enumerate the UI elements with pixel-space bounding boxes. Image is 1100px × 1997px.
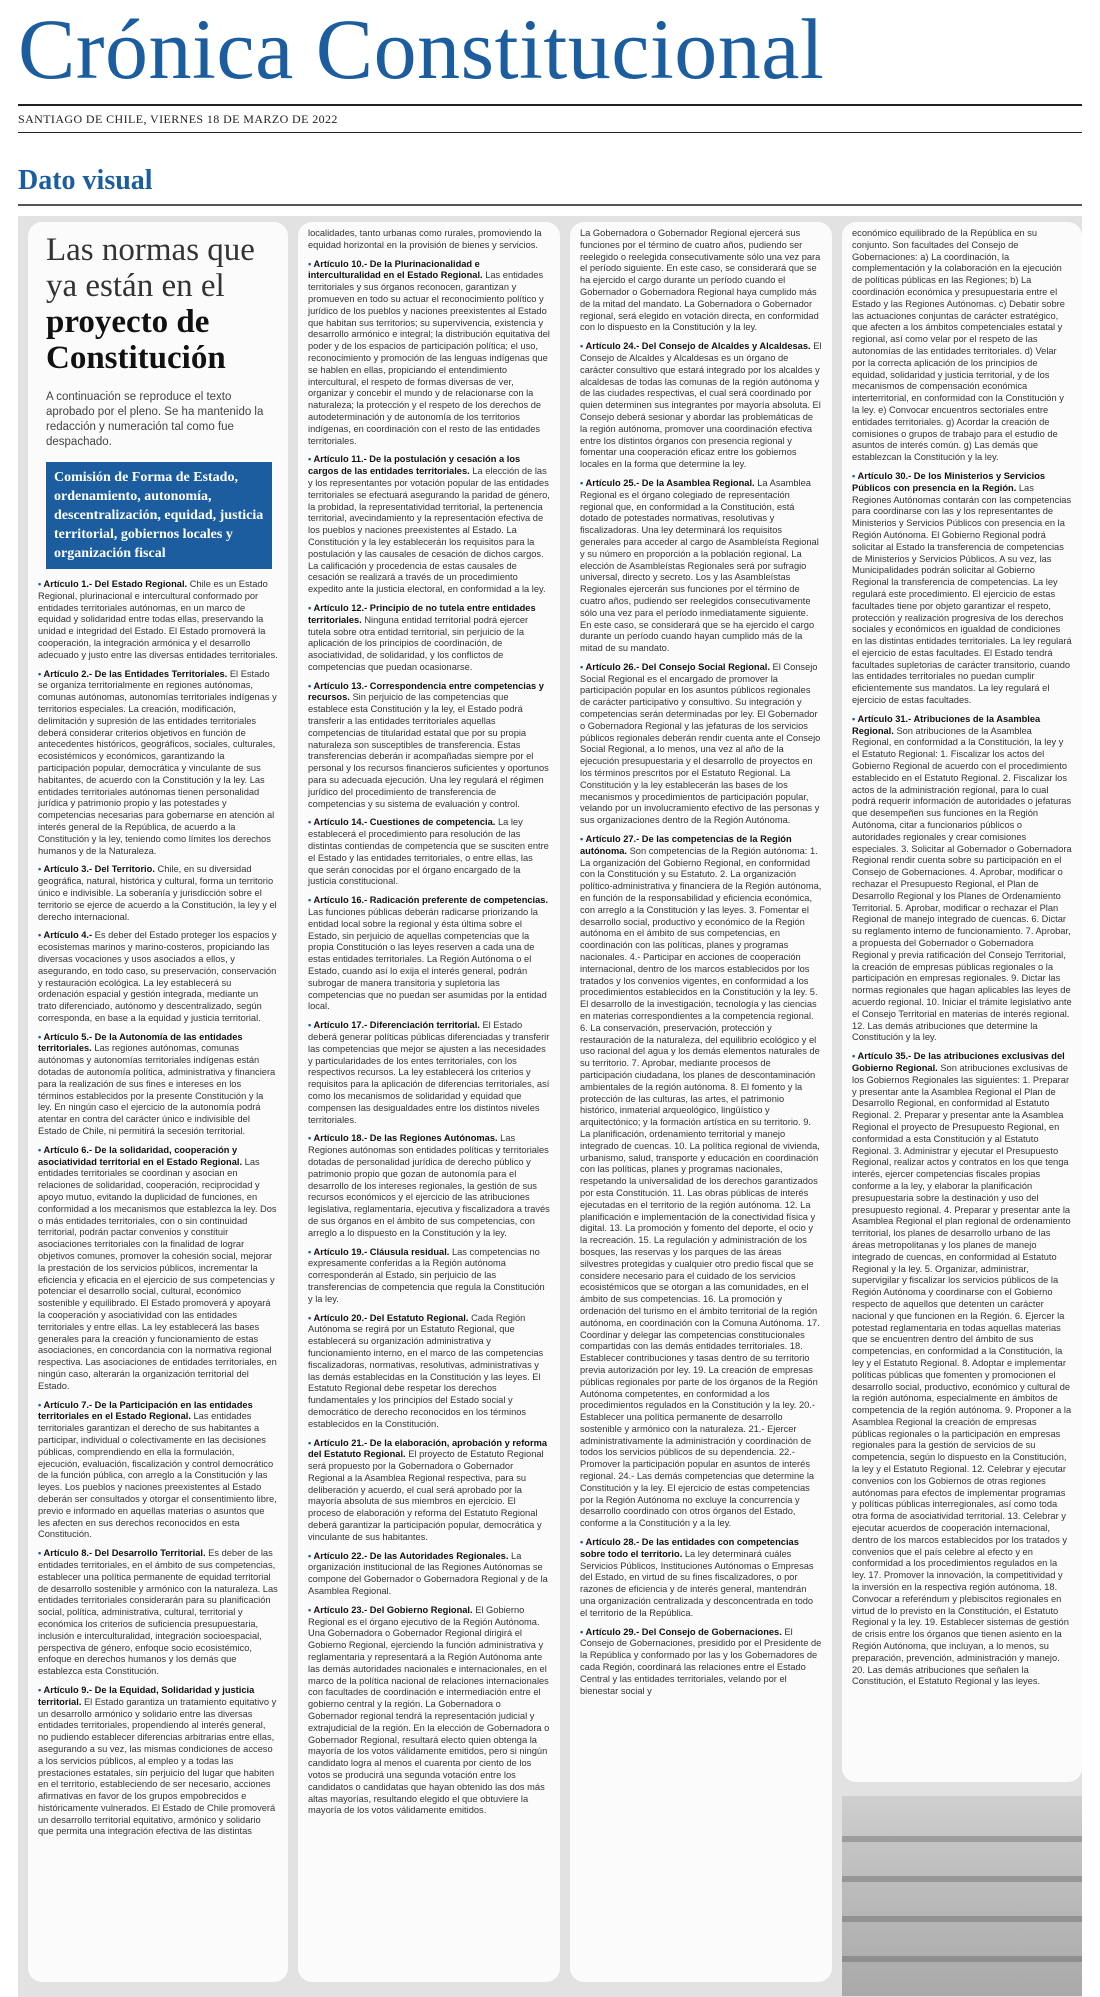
article-heading: Artículo 28.- De las entidades con competencias sobre todo el territorio. xyxy=(580,1537,799,1559)
article-paragraph xyxy=(580,228,822,334)
article-heading: Artículo 1.- Del Estado Regional. xyxy=(43,579,190,589)
article-paragraph xyxy=(38,1548,278,1678)
article-paragraph xyxy=(580,341,822,471)
bullet-icon: • xyxy=(308,895,314,906)
article-text: La elección de las y los representantes por votación popular de las entidades territoriales se efectuará asegurando la paridad de género, la probidad, la representatividad territorial, la pertenencia territorial, avecindamiento y la representación efectiva de los pueblos y naciones preexistentes al Estado. La Constitución y la ley establecerán los requisitos para la postulación y las causales de cesación de dichos cargos. La calificación y procedencia de estas causales de cesación se realizará a través de un procedimiento expedito ante la justicia electoral, en conformidad a la ley. xyxy=(308,466,550,595)
article-text: El Consejo de Gobernaciones, presidido por el Presidente de la República y conformado por las y los Gobernadores de cada Región, coordinará las relaciones entre el Estado Central y las entidades territoriales, velando por el bienestar social y xyxy=(580,1626,822,1696)
article-heading: Artículo 17.- Diferenciación territorial. xyxy=(313,1020,483,1031)
article-text: Las regiones autónomas, comunas autónomas y autonomías territoriales indígenas están dotadas de autonomía política, administrativa y financiera para la realización de sus fines e intereses en los términos establecidos por la presente Constitución y la ley. En ningún caso el ejercicio de la autonomía podrá atentar en contra del carácter único e indivisible del Estado de Chile, ni permitirá la secesión territorial. xyxy=(38,1043,276,1137)
article-heading: Artículo 5.- De la Autonomía de las entidades territoriales. xyxy=(38,1031,243,1054)
article-paragraph xyxy=(308,681,550,811)
article-heading: Artículo 16.- Radicación preferente de competencias. xyxy=(313,895,549,906)
bullet-icon: • xyxy=(38,930,44,941)
bullet-icon: • xyxy=(308,454,314,465)
article-text: El Consejo Social Regional es el encargado de promover la participación popular en los asuntos públicos regionales de carácter participativo y consultivo. Su integración y competencias serán determinadas por ley. El Gobernador o Gobernadora Regional y las jefaturas de los servicios públicos regionales deberán rendir cuenta ante el Consejo Social Regional, a lo menos, una vez al año de la ejecución presupuestaria y el desarrollo de proyectos en los términos prescritos por el Estatuto Regional. La Constitución y la ley establecerán las bases de los mecanismos y procedimientos de participación popular, velando por un involucramiento efectivo de las personas y sus organizaciones dentro de la Región Autónoma. xyxy=(580,661,821,826)
article-paragraph xyxy=(308,1313,550,1431)
article-text: El Estado garantiza un tratamiento equitativo y un desarrollo armónico y solidario entre las diversas entidades territoriales, propendiendo al interés general, no pudiendo establecer diferencias arbitrarias entre ellas, asegurando a su vez, las mismas condiciones de acceso a los servicios públicos, al empleo y a todas las prestaciones estatales, sin perjuicio del lugar que habiten en el territorio, estableciendo de ser necesario, acciones afirmativas en favor de los grupos empobrecidos e históricamente vulnerados. El Estado de Chile promoverá un desarrollo territorial equitativo, armónico y solidario que permita una integración efectiva de las distintas xyxy=(38,1696,277,1837)
headline-bold: proyecto de Constitución xyxy=(46,304,226,376)
bullet-icon: • xyxy=(38,864,44,875)
article-paragraph xyxy=(308,454,550,596)
article-text: El proyecto de Estatuto Regional será propuesto por la Gobernadora o Gobernador Regional a la Asamblea Regional respectiva, para su deliberación y acuerdo, el cual será aprobado por la mayoría absoluta de sus miembros en ejercicio. El proceso de elaboración y reforma del Estatuto Regional deberá garantizar la participación popular, democrática y vinculante de sus habitantes. xyxy=(308,1449,544,1542)
article-paragraph xyxy=(38,1400,278,1542)
column-4-body xyxy=(852,228,1072,1688)
section-rule xyxy=(18,204,1082,206)
column-2 xyxy=(298,222,560,1982)
commission-box: Comisión de Forma de Estado, ordenamiento, autonomía, descentralización, equidad, justicia territorial, gobiernos locales y organización fiscal xyxy=(46,462,272,569)
article-text: El Consejo de Alcaldes y Alcaldesas es un órgano de carácter consultivo que estará integrado por los alcaldes y alcaldesas de todas las comunas de la región autónoma y de las ciudades respectivas, el cual será coordinado por quien determinen sus integrantes por mayoría absoluta. El Consejo deberá sesionar y abordar las problemáticas de la región autónoma, promover una coordinación efectiva entre los distintos órganos con presencia regional y fomentar una cooperación eficaz entre los gobiernos locales en la forma que determine la ley. xyxy=(580,341,822,470)
column-4 xyxy=(842,222,1082,1782)
article-paragraph xyxy=(308,1605,550,1817)
article-paragraph xyxy=(308,603,550,674)
article-paragraph xyxy=(308,1438,550,1544)
article-paragraph xyxy=(308,228,550,252)
article-text: Las entidades territoriales garantizan el derecho de sus habitantes a participar, individual o colectivamente en las decisiones públicas, comprendiendo en ella la formulación, ejecución, evaluación, fiscalización y control democrático de la función pública, con arreglo a la Constitución y las leyes. Los pueblos y naciones preexistentes al Estado deberán ser consultados y otorgar el consentimiento libre, previo e informado en aquellas materias o asuntos que les afecten en sus derechos reconocidos en esta Constitución. xyxy=(38,1411,277,1540)
article-text: Cada Región Autónoma se regirá por un Estatuto Regional, que establecerá su organización administrativa y funcionamiento interno, en el marco de las competencias fiscalizadoras, normativas, resolutivas, administrativas y las demás establecidas en la Constitución y las leyes. El Estatuto Regional debe respetar los derechos fundamentales y los principios del Estado social y democrático de derecho reconocidos en los términos establecidos en la Constitución. xyxy=(308,1312,544,1429)
article-paragraph xyxy=(852,471,1072,707)
masthead-top-rule xyxy=(18,104,1082,106)
article-paragraph xyxy=(580,1537,822,1620)
article-text: Las Regiones Autónomas contarán con las competencias para coordinarse con las y los representantes de Ministerios y Servicios Públicos con presencia en la Región Autónoma. El Gobierno Regional podrá solicitar al Estado la transferencia de competencias de Ministerios y Servicios Públicos. A su vez, las Municipalidades podrán solicitar al Gobierno Regional la transferencia de competencias. La ley regulará este procedimiento. El ejercicio de estas facultades tiene por objeto garantizar el respeto, protección y realización progresiva de los derechos sociales y económicos en igualdad de condiciones en las distintas entidades territoriales. La ley regulará el ejercicio de estas facultades. El Estado tendrá facultades supletorias de carácter transitorio, cuando las entidades territoriales no puedan cumplir eficientemente sus mandatos. La ley regulará el ejercicio de estas facultades. xyxy=(852,482,1072,706)
article-heading: Artículo 30.- De los Ministerios y Servicios Públicos con presencia en la Región. xyxy=(852,470,1046,493)
article-heading: Artículo 19.- Cláusula residual. xyxy=(313,1246,452,1257)
bullet-icon: • xyxy=(308,1550,314,1561)
article-paragraph xyxy=(38,864,278,923)
article-heading: Artículo 35.- De las atribuciones exclusivas del Gobierno Regional. xyxy=(852,1051,1065,1073)
article-paragraph xyxy=(308,1133,550,1239)
article-text: Son competencias de la Región autónoma: 1. La organización del Gobierno Regional, en conformidad con la Constitución y su Estatuto. 2. La organización político-administrativa y financiera de la Región autónoma, en función de la responsabilidad y eficiencia económica, con arreglo a la Constitución y las leyes. 3. Fomentar el desarrollo social, productivo y económico de la Región autónoma en el ámbito de sus competencias, en coordinación con las políticas, planes y programas nacionales. 4.- Participar en acciones de cooperación internacional, dentro de los marcos establecidos por los tratados y los convenios vigentes, en conformidad a los procedimientos establecidos en la Constitución y la ley. 5. El desarrollo de la investigación, tecnología y las ciencias en materias correspondientes a la competencia regional. 6. La conservación, preservación, protección y restauración de la naturaleza, del equilibrio ecológico y el uso racional del agua y los demás elementos naturales de su territorio. 7. Aprobar, mediante procesos de participación ciudadana, los planes de descontaminación ambientales de la región autónoma. 8. El fomento y la protección de las culturas, las artes, el patrimonio histórico, inmaterial arqueológico, lingüístico y arquitectónico; y la formación artística en su territorio. 9. La planificación, ordenamiento territorial y manejo integrado de cuencas. 10. La política regional de vivienda, urbanismo, salud, transporte y educación en coordinación con las políticas, planes y programas nacionales, respetando la universalidad de los derechos garantizados por esta Constitución. 11. Las obras públicas de interés ejecutadas en el territorio de la región autónoma. 12. La planificación e implementación de la conectividad física y digital. 13. La promoción y fomento del deporte, el ocio y la recreación. 15. La regulación y administración de los bosques, las reservas y los parques de las áreas silvestres protegidas y cualquier otro predio fiscal que se considere necesario para el cuidado de los servicios ecosistémicos que se otorgan a las comunidades, en el ámbito de sus competencias. 16. La promoción y ordenación del turismo en el ámbito territorial de la región autónoma, en coordinación con la Comuna Autónoma. 17. Coordinar y delegar las competencias constitucionales compartidas con las demás entidades territoriales. 18. Establecer contribuciones y tasas dentro de su territorio previa autorización por ley. 19. La creación de empresas públicas regionales por parte de los órganos de la Región Autónoma competentes, en conformidad a los procedimientos regulados en la Constitución y la ley. 20.- Establecer una política permanente de desarrollo sostenible y armónico con la naturaleza. 21.- Ejercer administrativamente la administración y coordinación de todos los servicios públicos de su dependencia. 22.- Promover la participación popular en asuntos de interés regional. 24.- Las demás competencias que determine la Constitución y la ley. El ejercicio de estas competencias por la Región Autónoma no excluye la concurrencia y desarrollo coordinado con otros órganos del Estado, conforme a la Constitución y a la ley. xyxy=(580,845,822,1529)
headline-plain: Las normas que ya están en el xyxy=(46,232,255,304)
article-paragraph xyxy=(852,1051,1072,1688)
bullet-icon: • xyxy=(38,1144,44,1155)
column-3 xyxy=(570,222,832,1982)
article-text: Las funciones públicas deberán radicarse priorizando la entidad local sobre la regional y ésta última sobre el Estado, sin perjuicio de aquellas competencias que la propia Constitución o las leyes reserven a cada una de estas entidades territoriales. La Región Autónoma o el Estado, cuando así lo exija el interés general, podrán subrogar de manera transitoria y supletoria las competencias que no puedan ser asumidas por la entidad local. xyxy=(308,907,547,1012)
bullet-icon: • xyxy=(308,1437,314,1448)
bullet-icon: • xyxy=(580,341,586,352)
article-paragraph xyxy=(580,478,822,655)
article-heading: Artículo 27.- De las competencias de la Región autónoma. xyxy=(580,834,792,856)
dateline: SANTIAGO DE CHILE, VIERNES 18 DE MARZO DE 2022 xyxy=(18,112,338,126)
article-heading: Artículo 11.- De la postulación y cesación a los cargos de las entidades territoriales. xyxy=(308,454,521,477)
article-text: Son atribuciones exclusivas de los Gobiernos Regionales las siguientes: 1. Preparar y presentar ante la Asamblea Regional el Plan de Desarrollo Regional, en conformidad al Estatuto Regional. 2. Preparar y presentar ante la Asamblea Regional el proyecto de Presupuesto Regional, en conformidad a esta Constitución y al Estatuto Regional. 3. Administrar y ejecutar el Presupuesto Regional, realizar actos y contratos en los que tenga interés, ejercer competencias fiscales propias conforme a la ley, y elaborar la planificación presupuestaria sobre la destinación y uso del presupuesto regional. 4. Preparar y presentar ante la Asamblea Regional el plan regional de ordenamiento territorial, los planes de desarrollo urbano de las áreas metropolitanas y los planes de manejo integrado de cuencas, en conformidad al Estatuto Regional y la ley. 5. Organizar, administrar, supervigilar y fiscalizar los servicios públicos de la Región Autónoma y coordinarse con el Gobierno respecto de aquellos que detenten un carácter nacional y que funcionen en la Región. 6. Ejercer la potestad reglamentaria en todas aquellas materias que se encuentren dentro del ámbito de sus competencias, en conformidad a la Constitución, la ley y el Estatuto Regional. 8. Adoptar e implementar políticas públicas que fomenten y promocionen el desarrollo social, productivo, económico y cultural de la región autónoma, especialmente en ámbitos de competencia de la región autónoma. 9. Proponer a la Asamblea Regional la creación de empresas públicas regionales o la participación en empresas regionales para la gestión de servicios de su competencia, según lo dispuesto en la Constitución, la ley y el Estatuto Regional. 12. Celebrar y ejecutar convenios con los Gobiernos de otras regiones autónomas para efectos de implementar programas y políticas públicas interregionales, así como toda otra forma de asociatividad territorial. 13. Celebrar y ejecutar acuerdos de cooperación internacional, dentro de los marcos establecidos por los tratados y convenios que el país celebre al efecto y en conformidad a los procedimientos regulados en la ley. 17. Promover la innovación, la competitividad y la inversión en la respectiva región autónoma. 18. Convocar a referéndum y plebiscitos regionales en virtud de lo previsto en la Constitución, el Estatuto Regional y la ley. 19. Establecer sistemas de gestión de crisis entre los órganos que tienen asiento en la Región Autónoma, que incluyan, a lo menos, su preparación, prevención, administración y manejo. 20. Las demás atribuciones que señalen la Constitución, el Estatuto Regional y las leyes. xyxy=(852,1062,1072,1687)
article-heading: Artículo 4.- xyxy=(43,930,95,941)
bullet-icon: • xyxy=(38,1684,44,1695)
article-panel xyxy=(18,216,1082,1997)
article-heading: Artículo 3.- Del Territorio. xyxy=(43,864,158,875)
article-text: El Estado deberá generar políticas públicas diferenciadas y transferir las competencias que mejor se ajusten a las necesidades y particularidades de los entes territoriales, con los respectivos recursos. La ley establecerá los criterios y requisitos para la aplicación de diferencias territoriales, así como los mecanismos de solidaridad y equidad que compensen las desigualdades entre los distintos niveles territoriales. xyxy=(308,1020,550,1125)
article-text: Es deber del Estado proteger los espacios y ecosistemas marinos y marino-costeros, propiciando las diversas vocaciones y usos asociados a ellos, y asegurando, en todo caso, su preservación, conservación y restauración ecológica. La ley establecerá su ordenación espacial y gestión integrada, mediante un trato diferenciado, autónomo y descentralizado, según corresponda, en base a la equidad y justicia territorial. xyxy=(38,930,277,1023)
article-text: Chile, en su diversidad geográfica, natural, histórica y cultural, forma un territorio único e indivisible. La soberanía y jurisdicción sobre el territorio se ejerce de acuerdo a la Constitución, la ley y el derecho internacional. xyxy=(38,864,277,922)
bullet-icon: • xyxy=(308,817,314,828)
article-heading: Artículo 7.- De la Participación en las entidades territoriales en el Estado Regional. xyxy=(38,1399,253,1422)
article-heading: Artículo 18.- De las Regiones Autónomas. xyxy=(313,1133,501,1144)
bullet-icon: • xyxy=(308,258,314,269)
bullet-icon: • xyxy=(38,579,44,589)
article-paragraph xyxy=(38,1685,278,1838)
bullet-icon: • xyxy=(38,668,44,679)
article-heading: Artículo 2.- De las Entidades Territoriales. xyxy=(43,668,230,679)
article-paragraph xyxy=(38,1032,278,1138)
bullet-icon: • xyxy=(308,1312,314,1323)
bullet-icon: • xyxy=(38,1548,44,1559)
article-heading: Artículo 12.- Principio de no tutela entre entidades territoriales. xyxy=(308,602,536,625)
column-2-body xyxy=(308,228,550,1817)
article-text: El Gobierno Regional es el órgano ejecutivo de la Región Autónoma. Una Gobernadora o Gobernador Regional dirigirá el Gobierno Regional, ejerciendo la función administrativa y reglamentaria y representará a la Región Autónoma ante las demás autoridades nacionales e internacionales, en el marco de la política nacional de relaciones internacionales con facultades de coordinación e intermediación entre el gobierno central y la región. La Gobernadora o Gobernador regional tendrá la representación judicial y extrajudicial de la región. En la elección de Gobernadora o Gobernador Regional, resultará electo quien obtenga la mayoría de los votos válidamente emitidos, pero si ningún candidato logra al menos el cuarenta por ciento de los votos se producirá una segunda votación entre los candidatos o candidatas que hayan obtenido las dos más altas mayorías, resultando elegido el que obtuviere la mayoría de los votos válidamente emitidos. xyxy=(308,1604,550,1816)
bullet-icon: • xyxy=(580,1626,586,1637)
bullet-icon: • xyxy=(38,1399,44,1410)
bullet-icon: • xyxy=(580,834,586,845)
section-label: Dato visual xyxy=(18,165,153,196)
article-heading: Artículo 21.- De la elaboración, aprobación y reforma del Estatuto Regional. xyxy=(308,1437,548,1460)
bullet-icon: • xyxy=(852,470,858,481)
article-paragraph xyxy=(308,1247,550,1306)
article-heading: Artículo 26.- Del Consejo Social Regional. xyxy=(585,661,773,672)
article-paragraph xyxy=(38,579,278,662)
bullet-icon: • xyxy=(308,680,314,691)
column-1 xyxy=(28,222,288,1982)
article-paragraph xyxy=(38,1145,278,1393)
article-text: Las Regiones autónomas son entidades políticas y territoriales dotadas de personalidad jurídica de derecho público y patrimonio propio que gozan de autonomía para el desarrollo de los intereses regionales, la gestión de sus recursos económicos y el ejercicio de las atribuciones legislativa, reglamentaria, ejecutiva y fiscalizadora a través de sus órganos en el ámbito de sus competencias, con arreglo a lo dispuesto en la Constitución y la ley. xyxy=(308,1133,550,1238)
article-text: Las entidades territoriales y sus órganos reconocen, garantizan y promueven en todo su actuar el reconocimiento político y jurídico de los pueblos y naciones preexistentes al Estado que habitan sus territorios; su supervivencia, existencia y desarrollo armónico e integral; la distribución equitativa del poder y de los espacios de participación política; el uso, reconocimiento y promoción de las lenguas indígenas que se hablen en ellas, propiciando el entendimiento intercultural, el respeto de formas diversas de ver, organizar y concebir el mundo y de relacionarse con la naturaleza; la protección y el respeto de los derechos de autodeterminación y de autonomía de los territorios indígenas, en coordinación con el resto de las entidades territoriales. xyxy=(308,270,550,446)
article-heading: Artículo 6.- De la solidaridad, cooperación y asociatividad territorial en el Estado Regional. xyxy=(38,1144,245,1167)
article-text: localidades, tanto urbanas como rurales, promoviendo la equidad horizontal en la provisión de bienes y servicios. xyxy=(308,228,542,250)
article-paragraph xyxy=(852,714,1072,1044)
article-paragraph xyxy=(308,1551,550,1598)
article-text: La Gobernadora o Gobernador Regional ejercerá sus funciones por el término de cuatro años, pudiendo ser reelegido o reelegida consecutivamente sólo una vez para el período siguiente. En este caso, se considerará que se ha ejercido el cargo durante un período cuando el Gobernador o Gobernadora Regional haya cumplido más de la mitad del mandato. La Gobernadora o Gobernador regional, será elegido en votación directa, en conformidad con lo dispuesto en la Constitución y la ley. xyxy=(580,228,821,333)
article-text: El Estado se organiza territorialmente en regiones autónomas, comunas autónomas, autonomías territoriales indígenas y territorios especiales. La creación, modificación, delimitación y supresión de las entidades territoriales deberá considerar criterios objetivos en función de antecedentes históricos, geográficos, sociales, culturales, ecosistémicos y económicos, garantizando la participación popular, democrática y vinculante de sus habitantes, de acuerdo con la Constitución y la ley. Las entidades territoriales autónomas tienen personalidad jurídica y patrimonio propio y las potestades y competencias necesarias para gobernarse en atención al interés general de la República, de acuerdo a la Constitución y la ley, teniendo como límites los derechos humanos y de la Naturaleza. xyxy=(38,668,277,856)
article-heading: Artículo 14.- Cuestiones de competencia. xyxy=(313,817,498,828)
article-text: La ley establecerá el procedimiento para resolución de las distintas contiendas de competencia que se susciten entre el Estado y las entidades territoriales, o entre ellas, las que serán conocidas por el órgano encargado de la justicia constitucional. xyxy=(308,817,549,887)
bullet-icon: • xyxy=(580,1537,586,1548)
bullet-icon: • xyxy=(580,477,586,488)
bullet-icon: • xyxy=(308,1604,314,1615)
bullet-icon: • xyxy=(308,1133,314,1144)
article-paragraph xyxy=(308,1020,550,1126)
article-text: Ninguna entidad territorial podrá ejercer tutela sobre otra entidad territorial, sin perjuicio de la aplicación de los principios de coordinación, de asociatividad, de solidaridad, y los conflictos de competencias que puedan ocasionarse. xyxy=(308,614,529,672)
article-heading: Artículo 9.- De la Equidad, Solidaridad y justicia territorial. xyxy=(38,1684,255,1707)
masthead-bottom-rule xyxy=(18,132,1082,133)
article-text: Las entidades territoriales se coordinan y asocian en relaciones de solidaridad, cooperación, reciprocidad y apoyo mutuo, evitando la duplicidad de funciones, en conformidad a los mecanismos que establezca la ley. Dos o más entidades territoriales, con o sin continuidad territorial, podrán pactar convenios y constituir asociaciones territoriales con la finalidad de lograr objetivos comunes, promover la cohesión social, mejorar la prestación de los servicios públicos, incrementar la eficiencia y eficacia en el ejercicio de sus competencias y potenciar el desarrollo social, cultural, económico sostenible y equilibrado. El Estado promoverá y apoyará la cooperación y asociatividad con las entidades territoriales y entre ellas. La ley establecerá las bases generales para la creación y funcionamiento de estas asociaciones, en concordancia con la normativa regional respectiva. Las asociaciones de entidades territoriales, en ningún caso, alterarán la organización territorial del Estado. xyxy=(38,1156,277,1391)
article-text: Son atribuciones de la Asamblea Regional, en conformidad a la Constitución, la ley y el Estatuto Regional: 1. Fiscalizar los actos del Gobierno Regional de acuerdo con el procedimiento establecido en el Estatuto Regional. 2. Fiscalizar los actos de la administración regional, para lo cual podrá requerir información de autoridades o jefaturas que desempeñen sus funciones en la Región Autónoma, citar a funcionarios públicos o autoridades regionales y crear comisiones especiales. 3. Solicitar al Gobernador o Gobernadora Regional rendir cuenta sobre su participación en el Consejo de Gobernaciones. 4. Aprobar, modificar o rechazar el Presupuesto Regional, el Plan de Desarrollo Regional y los Planes de Ordenamiento Territorial. 5. Aprobar, modificar o rechazar el Plan Regional de manejo integrado de cuencas. 6. Dictar su reglamento interno de funcionamiento. 7. Aprobar, a propuesta del Gobernador o Gobernadora Regional y previa ratificación del Consejo Territorial, la creación de empresas públicas regionales o la participación en empresas regionales. 9. Dictar las normas regionales que hagan aplicables las leyes de acuerdo regional. 10. Iniciar el trámite legislativo ante el Consejo Territorial en materias de interés regional. 12. Las demás atribuciones que determine la Constitución y la ley. xyxy=(852,725,1072,1043)
article-text: Las competencias no expresamente conferidas a la Región autónoma corresponderán al Estado, sin perjuicio de las transferencias de competencia que regula la Constitución y la ley. xyxy=(308,1246,545,1304)
article-heading: Artículo 20.- Del Estatuto Regional. xyxy=(313,1312,472,1323)
column-1-body xyxy=(38,579,278,1838)
article-text: económico equilibrado de la República en su conjunto. Son facultades del Consejo de Gobernaciones: a) La coordinación, la complementación y la colaboración en la ejecución de políticas públicas en las Regiones; b) La coordinación económica y presupuestaria entre el Estado y las Regiones Autónomas. c) Debatir sobre las actuaciones conjuntas de carácter estratégico, que afecten a los ámbitos competenciales estatal y regional, así como velar por el respeto de las autonomías de las entidades territoriales. d) Velar por la correcta aplicación de los principios de equidad, solidaridad y justicia territorial, y de los mecanismos de compensación económica interterritorial, en conformidad con la Constitución y la ley. e) Convocar encuentros sectoriales entre entidades territoriales. g) Acordar la creación de comisiones o grupos de trabajo para el estudio de asuntos de interés común. g) Las demás que establezcan la Constitución y la ley. xyxy=(852,228,1065,463)
masthead-title: Crónica Constitucional xyxy=(18,1,825,97)
article-text: La organización institucional de las Regiones Autónomas se compone del Gobernador o Gobernadora Regional y de la Asamblea Regional. xyxy=(308,1550,548,1597)
bullet-icon: • xyxy=(308,602,314,613)
article-text: La ley determinará cuáles Servicios Públicos, Instituciones Autónomas o Empresas del Estado, en virtud de su fines fiscalizadores, o por razones de eficiencia y de interés general, mantendrán una organización centralizada y desconcentrada en todo el territorio de la República. xyxy=(580,1548,814,1618)
bullet-icon: • xyxy=(308,1246,314,1257)
article-paragraph xyxy=(580,834,822,1530)
article-heading: Artículo 23.- Del Gobierno Regional. xyxy=(313,1604,476,1615)
article-paragraph xyxy=(580,1627,822,1698)
article-heading: Artículo 8.- Del Desarrollo Territorial. xyxy=(43,1548,209,1559)
bullet-icon: • xyxy=(308,1020,314,1031)
bullet-icon: • xyxy=(852,1051,858,1062)
article-heading: Artículo 13.- Correspondencia entre competencias y recursos. xyxy=(308,680,544,703)
article-heading: Artículo 31.- Atribuciones de la Asamblea Regional. xyxy=(852,713,1041,736)
chamber-photo xyxy=(842,1796,1082,1996)
article-heading: Artículo 25.- De la Asamblea Regional. xyxy=(585,477,758,488)
article-text: Chile es un Estado Regional, plurinacional e intercultural conformado por entidades territoriales autónomas, en un marco de equidad y solidaridad entre todas ellas, preservando la unidad e integridad del Estado. El Estado promoverá la cooperación, la integración armónica y el desarrollo adecuado y justo entre las diversas entidades territoriales. xyxy=(38,579,278,660)
bullet-icon: • xyxy=(852,713,858,724)
article-text: Es deber de las entidades territoriales, en el ámbito de sus competencias, establecer una política permanente de equidad territorial de desarrollo sostenible y armónico con la naturaleza. Las entidades territoriales considerarán para su planificación social, política, administrativa, cultural, territorial y económica los criterios de suficiencia presupuestaria, inclusión e interculturalidad, integración socioespacial, perspectiva de género, enfoque socio ecosistémico, enfoque en derechos humanos y los demás que establezca esta Constitución. xyxy=(38,1548,278,1677)
article-text: La Asamblea Regional es el órgano colegiado de representación regional que, en conformidad a la Constitución, está dotado de potestades normativas, resolutivas y fiscalizadoras. Una ley determinará los requisitos generales para acceder al cargo de Asambleísta Regional y su número en proporción a la población regional. La elección de Asambleístas Regionales será por sufragio universal, directo y secreto. Los y las Asambleístas Regionales ejercerán sus funciones por el término de cuatro años, pudiendo ser reelegidos consecutivamente sólo una vez para el período inmediatamente siguiente. En este caso, se considerará que se ha ejercido el cargo durante un período cuando hayan cumplido más de la mitad de su mandato. xyxy=(580,477,819,654)
article-paragraph xyxy=(308,259,550,448)
article-paragraph xyxy=(38,930,278,1024)
article-paragraph xyxy=(308,817,550,888)
article-paragraph xyxy=(308,895,550,1013)
article-text: Sin perjuicio de las competencias que establece esta Constitución y la ley, el Estado podrá transferir a las entidades territoriales aquellas competencias de titularidad estatal que por su propia naturaleza son susceptibles de transferencia. Estas transferencias deberán ir acompañadas siempre por el personal y los recursos financieros suficientes y oportunos para su adecuada ejecución. Una ley regulará el régimen jurídico del procedimiento de transferencia de competencias y su sistema de evaluación y control. xyxy=(308,692,549,809)
article-heading: Artículo 10.- De la Plurinacionalidad e interculturalidad en el Estado Regional. xyxy=(308,258,486,281)
bullet-icon: • xyxy=(580,661,586,672)
bullet-icon: • xyxy=(38,1031,44,1042)
article-paragraph xyxy=(38,669,278,858)
intro-block xyxy=(28,232,288,569)
article-heading: Artículo 22.- De las Autoridades Regionales. xyxy=(313,1550,512,1561)
lead-paragraph: A continuación se reproduce el texto aprobado por el pleno. Se ha mantenido la redacción y numeración tal como fue despachado. xyxy=(46,391,264,448)
article-heading: Artículo 24.- Del Consejo de Alcaldes y Alcaldesas. xyxy=(585,341,814,352)
article-paragraph xyxy=(852,228,1072,464)
article-paragraph xyxy=(580,662,822,827)
column-3-body xyxy=(580,228,822,1697)
headline xyxy=(38,232,278,376)
article-heading: Artículo 29.- Del Consejo de Gobernaciones. xyxy=(585,1626,785,1637)
